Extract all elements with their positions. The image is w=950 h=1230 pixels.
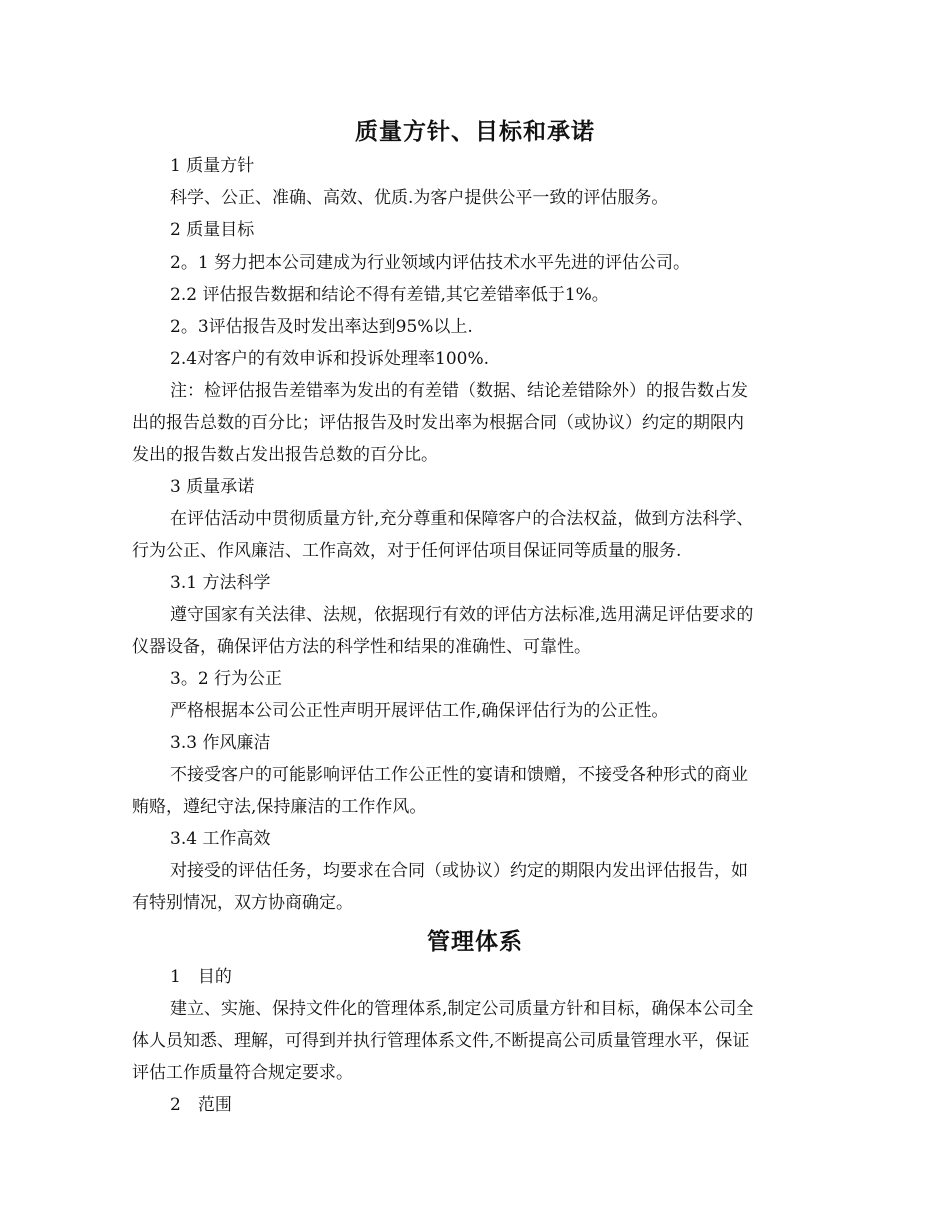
heading-3-4: 3.4 工作高效 bbox=[170, 829, 271, 849]
note-line: 注：检评估报告差错率为发出的有差错（数据、结论差错除外）的报告数占发 bbox=[170, 381, 748, 401]
purpose-line: 体人员知悉、理解，可得到并执行管理体系文件,不断提高公司质量管理水平，保证 bbox=[132, 1031, 750, 1051]
goal-2-1: 2。1 努力把本公司建成为行业领域内评估技术水平先进的评估公司。 bbox=[170, 253, 691, 273]
heading-scope: 2 范围 bbox=[170, 1095, 232, 1115]
commitment-line: 在评估活动中贯彻质量方针,充分尊重和保障客户的合法权益，做到方法科学、 bbox=[170, 509, 754, 529]
note-line: 出的报告总数的百分比；评估报告及时发出率为根据合同（或协议）约定的期限内 bbox=[132, 413, 744, 433]
paragraph-policy: 科学、公正、准确、高效、优质.为客户提供公平一致的评估服务。 bbox=[170, 188, 669, 208]
heading-purpose: 1 目的 bbox=[170, 967, 232, 987]
paragraph-3-3-line: 不接受客户的可能影响评估工作公正性的宴请和馈赠，不接受各种形式的商业 bbox=[170, 765, 748, 785]
paragraph-3-4-line: 有特别情况，双方协商确定。 bbox=[132, 893, 353, 913]
goal-2-3: 2。3评估报告及时发出率达到95%以上. bbox=[170, 317, 473, 337]
heading-quality-commitment: 3 质量承诺 bbox=[170, 477, 255, 497]
heading-quality-goals: 2 质量目标 bbox=[170, 220, 255, 240]
purpose-line: 评估工作质量符合规定要求。 bbox=[132, 1063, 353, 1083]
heading-3-1: 3.1 方法科学 bbox=[170, 573, 271, 593]
paragraph-3-2: 严格根据本公司公正性声明开展评估工作,确保评估行为的公正性。 bbox=[170, 701, 669, 721]
paragraph-3-4-line: 对接受的评估任务，均要求在合同（或协议）约定的期限内发出评估报告，如 bbox=[170, 861, 748, 881]
note-line: 发出的报告数占发出报告总数的百分比。 bbox=[132, 445, 438, 465]
heading-3-2: 3。2 行为公正 bbox=[170, 669, 283, 689]
goal-2-2: 2.2 评估报告数据和结论不得有差错,其它差错率低于1%。 bbox=[170, 285, 609, 305]
paragraph-3-3-line: 贿赂，遵纪守法,保持廉洁的工作作风。 bbox=[132, 797, 427, 817]
goal-2-4: 2.4对客户的有效申诉和投诉处理率100%. bbox=[170, 349, 490, 369]
heading-3-3: 3.3 作风廉洁 bbox=[170, 733, 271, 753]
commitment-line: 行为公正、作风廉洁、工作高效，对于任何评估项目保证同等质量的服务. bbox=[132, 541, 682, 561]
section-title-quality: 质量方针、目标和承诺 bbox=[355, 119, 595, 145]
heading-quality-policy: 1 质量方针 bbox=[170, 156, 255, 176]
paragraph-3-1-line: 遵守国家有关法律、法规，依据现行有效的评估方法标准,选用满足评估要求的 bbox=[170, 605, 754, 625]
purpose-line: 建立、实施、保持文件化的管理体系,制定公司质量方针和目标，确保本公司全 bbox=[170, 999, 754, 1019]
paragraph-3-1-line: 仪器设备，确保评估方法的科学性和结果的准确性、可靠性。 bbox=[132, 637, 591, 657]
section-title-management: 管理体系 bbox=[427, 929, 523, 955]
